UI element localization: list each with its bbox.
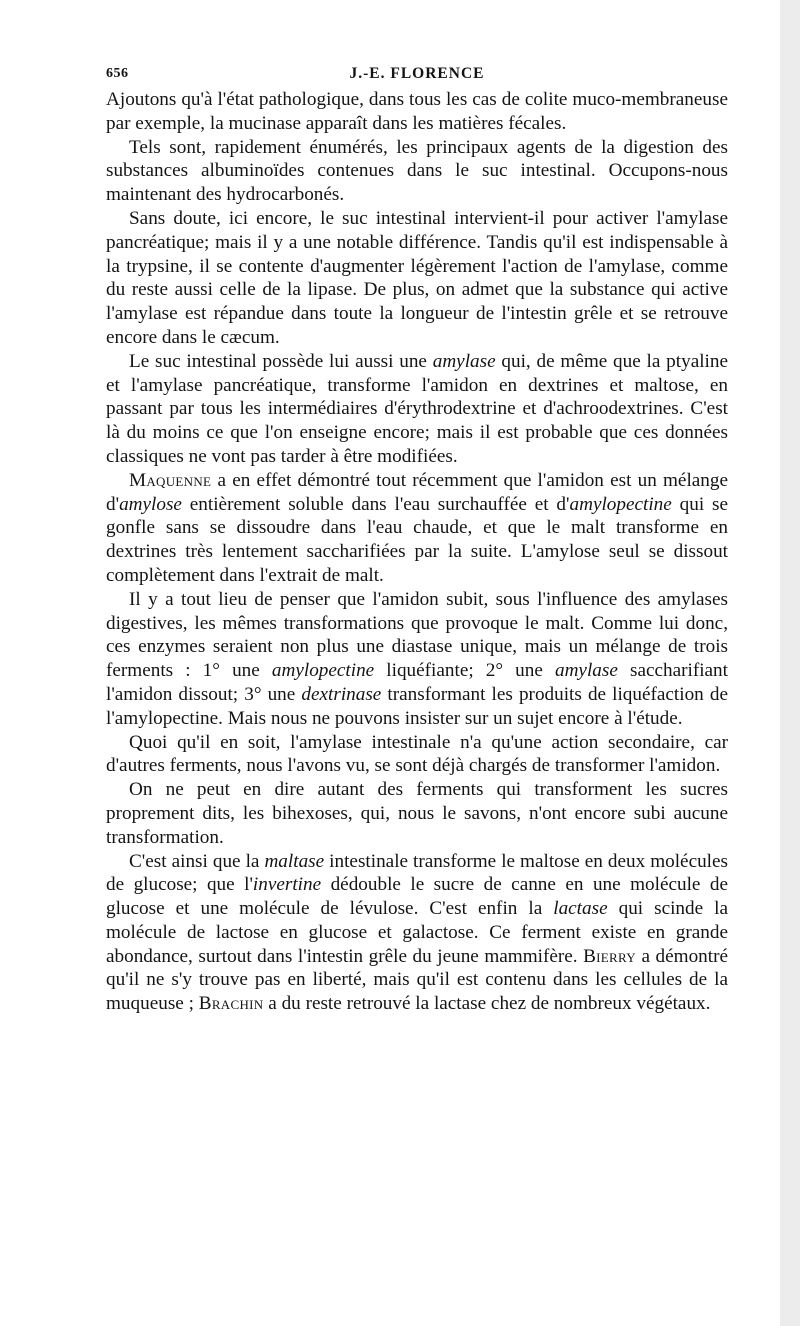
paragraph-3: Sans doute, ici encore, le suc intestinal intervient-il pour activer l'amylase pancréatique; mais il y a une notable différence. Tandis qu'il est indispensable à la trypsine, il se contente d'augmenter légèrement l'action de l'amylase, comme du reste aussi celle de la lipase. De plus, on admet que la substance qui active l'amylase est répandue dans toute la longueur de l'intestin grêle et se retrouve encore dans le cæcum. [106,207,728,348]
text-run: dédouble le sucre de canne en une molécule de glucose et une molécule de lévulose. C'est enfin la [106,874,728,920]
paragraph-5 [106,469,728,588]
book-page [106,56,728,1016]
text-run: entièrement soluble dans l'eau surchauffée et d' [181,493,570,515]
text-run: qui se gonfle sans se dissoudre dans l'eau chaude, et que le malt transforme en dextrines très lentement saccharifiées par la suite. L'amylose seul se dissout complètement dans l'extrait de malt. [106,493,728,586]
page-header [106,56,728,82]
paragraph-7: Quoi qu'il en soit, l'amylase intestinale n'a qu'une action secondaire, car d'autres ferments, nous l'avons vu, se sont déjà chargés de transformer l'amidon. [106,731,728,777]
text-run: saccharifiant l'amidon dissout; 3° une [106,660,728,705]
italic-term-amylopectine: amylopectine [569,493,672,515]
italic-term-maltase: maltase [264,850,325,872]
italic-term-amylase: amylase [432,350,496,372]
text-run: a en effet démontré tout récemment que l'amidon est un mélange d' [106,469,728,515]
italic-term-lactase: lactase [553,898,608,920]
text-run: transformant les produits de liquéfaction de l'amylopectine. Mais nous ne pouvons insister sur un sujet encore à l'étude. [106,683,728,729]
text-run: qui scinde la molécule de lactose en glucose et galactose. Ce ferment existe en grande abondance, surtout dans l'intestin grêle du jeune mammifère. [106,898,728,967]
italic-term-invertine: invertine [252,874,322,896]
paragraph-9 [106,850,728,1017]
text-run: a démontré qu'il ne s'y trouve pas en liberté, mais qu'il est contenu dans les cellules de la muqueuse ; [106,945,728,1015]
paragraph-6 [106,588,728,731]
text-run: C'est ainsi que la [129,850,265,872]
author-name-maquenne: Maquenne [129,469,212,491]
text-run: Le suc intestinal possède lui aussi une [129,350,433,372]
text-run: Il y a tout lieu de penser que l'amidon subit, sous l'influence des amylases digestives, les mêmes transformations que provoque le malt. Comme lui donc, ces enzymes seraient non plus une diastase unique, mais un mélange de trois ferments : 1° une [106,588,728,682]
italic-term-amylose: amylose [119,493,182,515]
paragraph-1: Ajoutons qu'à l'état pathologique, dans tous les cas de colite muco-membraneuse par exemple, la mucinase apparaît dans les matières fécales. [106,89,728,134]
page-edge-shadow [780,0,800,1326]
paragraph-2: Tels sont, rapidement énumérés, les principaux agents de la digestion des substances albuminoïdes contenues dans le suc intestinal. Occupons-nous maintenant des hydrocarbonés. [106,136,728,206]
paragraph-4 [106,350,728,469]
author-name-brachin: Brachin [198,993,264,1015]
text-run: intestinale transforme le maltose en deux molécules de glucose; que l' [106,850,728,896]
text-run: a du reste retrouvé la lactase chez de nombreux végétaux. [263,993,711,1015]
paragraph-8: On ne peut en dire autant des ferments qui transforment les sucres proprement dits, les bihexoses, qui, nous le savons, n'ont encore subi aucune transformation. [106,779,728,848]
page-number: 656 [106,66,129,81]
italic-term-dextrinase: dextrinase [301,683,382,705]
running-head: J.-E. FLORENCE [349,65,485,82]
italic-term-amylopectine: amylopectine [271,660,375,682]
italic-term-amylase: amylase [554,660,618,682]
author-name-bierry: Bierry [583,945,636,967]
text-run: qui, de même que la ptyaline et l'amylase pancréatique, transforme l'amidon en dextrines et maltose, en passant par tous les intermédiaires d'érythrodextrine et d'achroodextrines. C'est là du moins ce que l'on enseigne encore; mais il est probable que ces données classiques ne vont pas tarder à être modifiées. [106,350,728,467]
text-run: liquéfiante; 2° une [374,660,555,682]
